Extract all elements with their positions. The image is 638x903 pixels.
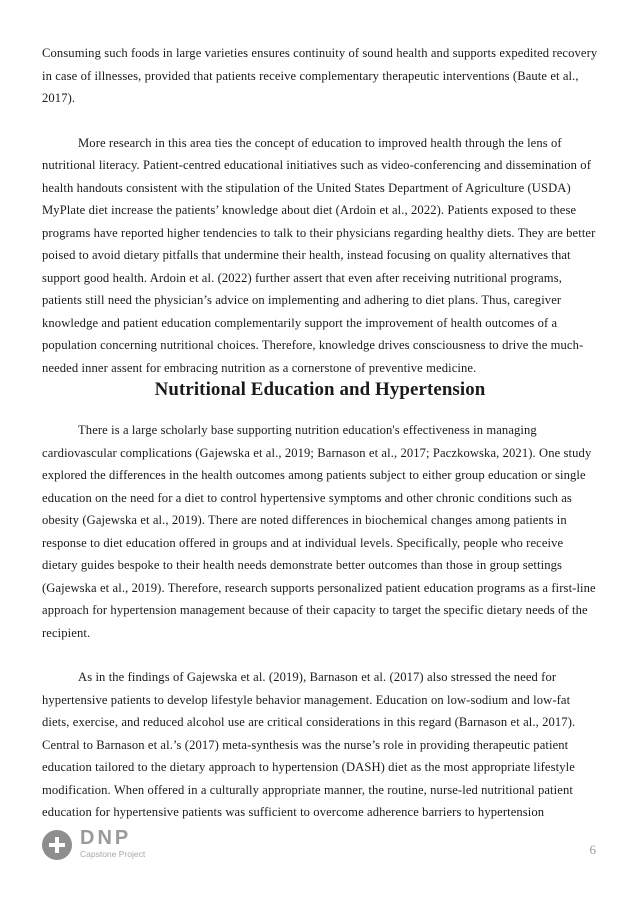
document-body (42, 42, 598, 824)
paragraph-scholarly-base: There is a large scholarly base supporting nutrition education's effectiveness in managing cardiovascular complications (Gajewska et al., 2019; Barnason et al., 2017; Paczkowska, 2021). One study explored the differences in the health outcomes among patients subject to either group education or single education on the need for a diet to control hypertensive symptoms and other chronic conditions such as obesity (Gajewska et al., 2019). There are noted differences in biochemical changes among patients in response to diet education offered in groups and at individual levels. Specifically, people who receive dietary guides bespoke to their health needs demonstrate better outcomes than those in group settings (Gajewska et al., 2019). Therefore, research supports personalized patient education programs as a first-line approach for hypertension management because of their capacity to target the specific dietary needs of the recipient. (42, 423, 596, 640)
dnp-logo (42, 827, 182, 861)
logo-subtitle: Capstone Project (80, 849, 146, 859)
paragraph-lifestyle-management: As in the findings of Gajewska et al. (2019), Barnason et al. (2017) also stressed the need for hypertensive patients to develop lifestyle behavior management. Education on low-sodium and low-fat diets, exercise, and reduced alcohol use are critical considerations in this regard (Barnason et al., 2017). Central to Barnason et al.’s (2017) meta-synthesis was the nurse’s role in providing therapeutic patient education tailored to the dietary approach to hypertension (DASH) diet as the most appropriate lifestyle modification. When offered in a culturally appropriate manner, the routine, nurse-led nutritional patient education for hypertensive patients was sufficient to overcome adherence barriers to hypertension (42, 670, 576, 819)
paragraph-continuation: Consuming such foods in large varieties ensures continuity of sound health and supports expedited recovery in case of illnesses, provided that patients receive complementary therapeutic interventions (Baute et al., 2017). (42, 46, 598, 105)
paragraph-spacer (42, 110, 598, 132)
paragraph-nutritional-literacy: More research in this area ties the concept of education to improved health through the lens of nutritional literacy. Patient-centred educational initiatives such as video-conferencing and dissemination of health handouts consistent with the stipulation of the United States Department of Agriculture (USDA) MyPlate diet increase the patients’ knowledge about diet (Ardoin et al., 2022). Patients exposed to these programs have reported higher tendencies to talk to their physicians regarding healthy diets. They are better poised to avoid dietary pitfalls that undermine their health, instead focusing on quality alternatives that support good health. Ardoin et al. (2022) further assert that even after receiving nutritional programs, patients still need the physician’s advice on implementing and adhering to diet plans. Thus, caregiver knowledge and patient education complementarily support the improvement of health outcomes of a population concerning nutritional choices. Therefore, knowledge drives consciousness to drive the much-needed inner assent for embracing nutrition as a cornerstone of preventive medicine. (42, 135, 596, 375)
logo-title: DNP (80, 827, 132, 849)
page-number: 6 (589, 842, 596, 857)
plus-circle-icon (42, 830, 72, 860)
paragraph-spacer (42, 644, 598, 666)
section-heading: Nutritional Education and Hypertension (154, 379, 486, 400)
